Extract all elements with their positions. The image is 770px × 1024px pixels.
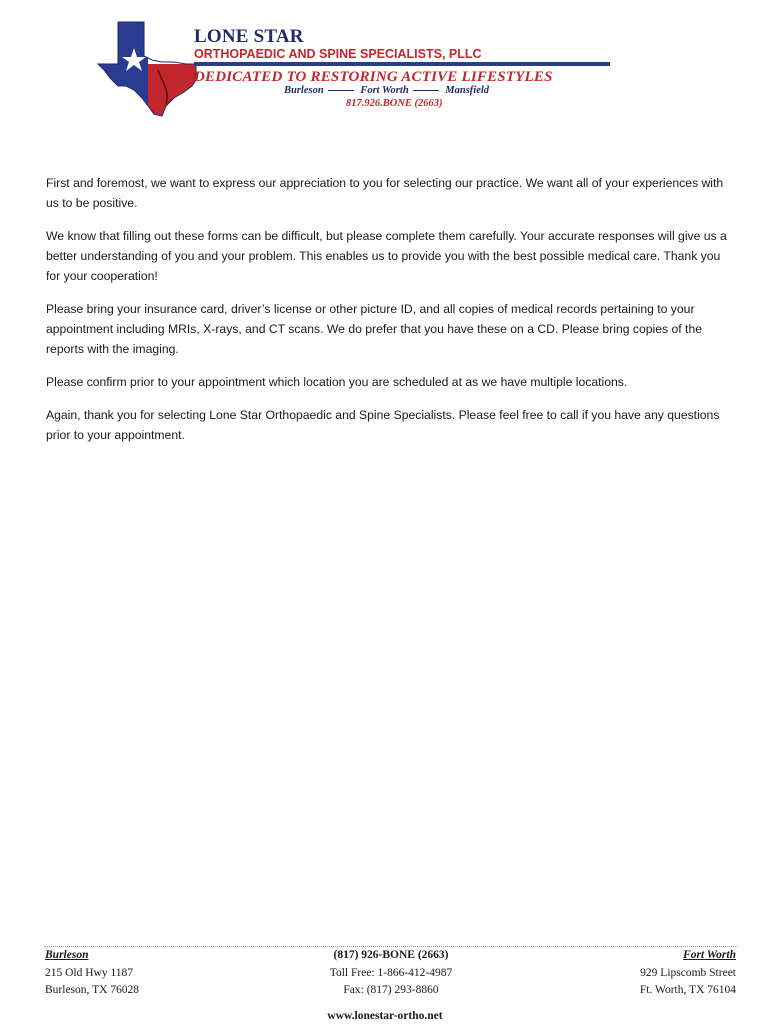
- location-burleson: Burleson: [284, 85, 324, 96]
- footer-fort-worth-address: 929 Lipscomb Street: [640, 966, 736, 979]
- paragraph: First and foremost, we want to express our appreciation to you for selecting our practice. We want all of your experiences with us to be positive.: [46, 176, 724, 210]
- footer-fort-worth-heading: Fort Worth: [683, 949, 736, 961]
- footer-toll-free: Toll Free: 1-866-412-4987: [329, 966, 453, 979]
- footer-contact: [291, 947, 491, 1000]
- location-fort-worth: Fort Worth: [360, 85, 409, 96]
- letterhead: [96, 20, 616, 120]
- paragraph: Please confirm prior to your appointment which location you are scheduled at as we have multiple locations.: [46, 375, 628, 389]
- paragraph: Again, thank you for selecting Lone Star Orthopaedic and Spine Specialists. Please feel free to call if you have any questions prior to your appointment.: [46, 408, 720, 442]
- brand-locations: [284, 85, 489, 96]
- letter-body: [46, 173, 736, 458]
- footer-burleson-address: 215 Old Hwy 1187: [45, 966, 134, 979]
- footer-burleson-heading: Burleson: [45, 949, 89, 961]
- brand-title: LONE STAR: [194, 26, 304, 47]
- footer-fort-worth-city: Ft. Worth, TX 76104: [639, 984, 736, 996]
- footer-burleson-city: Burleson, TX 76028: [45, 984, 140, 996]
- footer-fax: Fax: (817) 293-8860: [343, 984, 439, 996]
- brand-subtitle: ORTHOPAEDIC AND SPINE SPECIALISTS, PLLC: [194, 47, 482, 61]
- location-mansfield: Mansfield: [445, 85, 490, 96]
- footer-fort-worth: [640, 947, 736, 1000]
- brand-divider: [194, 62, 610, 66]
- brand-phone: 817.926.BONE (2663): [346, 98, 443, 109]
- paragraph: We know that filling out these forms can be difficult, but please complete them carefully. Your accurate responses will give us a better understanding of you and your problem. This enables us to provide you with the best possible medical care. Thank you for your cooperation!: [46, 229, 727, 283]
- brand-tagline: DEDICATED TO RESTORING ACTIVE LIFESTYLES: [194, 69, 553, 85]
- footer-phone: (817) 926-BONE (2663): [333, 949, 449, 961]
- paragraph: Please bring your insurance card, driver’s license or other picture ID, and all copies of medical records pertaining to your appointment including MRIs, X-rays, and CT scans. We do prefer that you have these on a CD. Please bring copies of the reports with the imaging.: [46, 302, 702, 356]
- footer-burleson: [45, 947, 139, 1000]
- website-link[interactable]: www.lonestar-ortho.net: [327, 1010, 443, 1022]
- texas-flag-state-icon: [96, 20, 200, 120]
